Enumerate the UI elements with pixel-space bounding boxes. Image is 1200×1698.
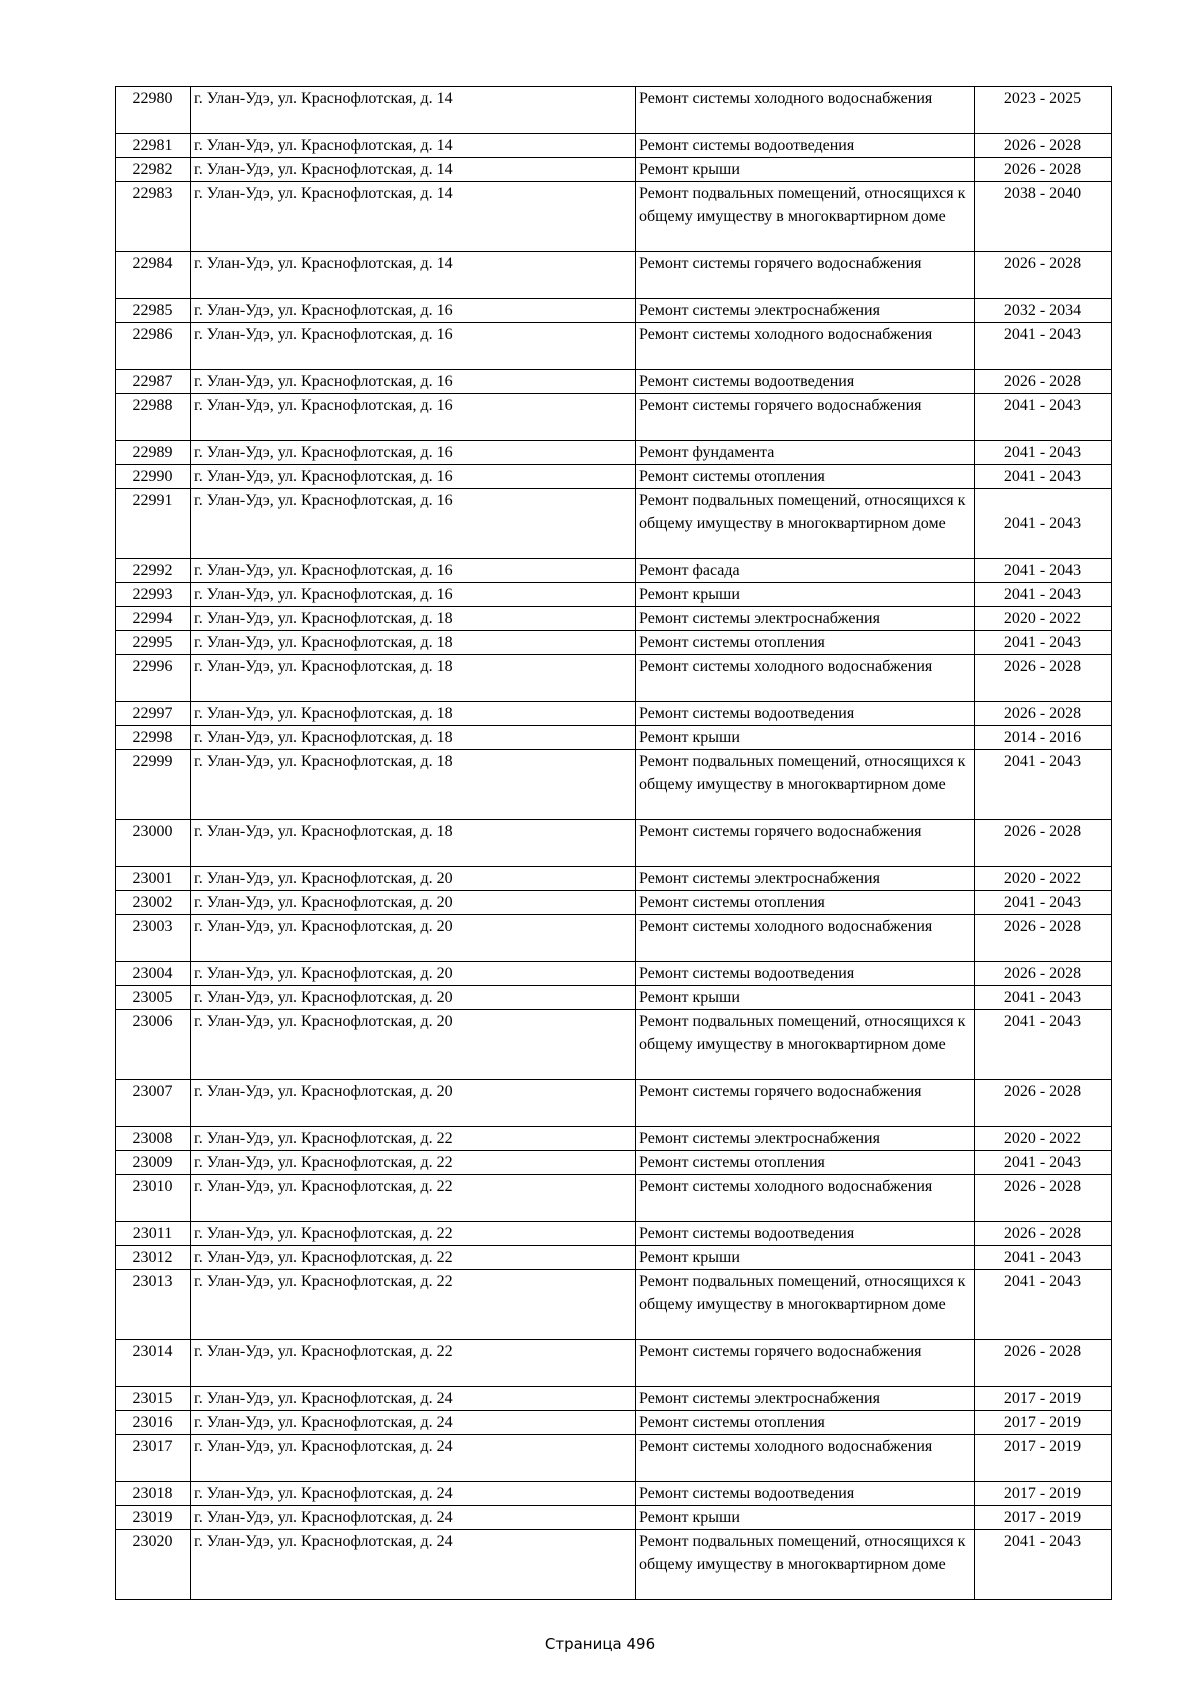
work-type-cell: Ремонт системы водоотведения bbox=[636, 1222, 975, 1246]
address-cell: г. Улан-Удэ, ул. Краснофлотская, д. 18 bbox=[191, 655, 636, 702]
table-row bbox=[116, 1175, 1112, 1222]
row-number-cell: 23009 bbox=[116, 1151, 191, 1175]
period-cell: 2026 - 2028 bbox=[975, 915, 1112, 962]
work-type-cell: Ремонт системы электроснабжения bbox=[636, 1127, 975, 1151]
period-cell: 2041 - 2043 bbox=[975, 631, 1112, 655]
row-number-cell: 22986 bbox=[116, 323, 191, 370]
address-cell: г. Улан-Удэ, ул. Краснофлотская, д. 18 bbox=[191, 702, 636, 726]
table-row bbox=[116, 323, 1112, 370]
row-number-cell: 22984 bbox=[116, 252, 191, 299]
address-cell: г. Улан-Удэ, ул. Краснофлотская, д. 18 bbox=[191, 820, 636, 867]
table-row bbox=[116, 867, 1112, 891]
table-row bbox=[116, 726, 1112, 750]
table-row bbox=[116, 1411, 1112, 1435]
table-row bbox=[116, 252, 1112, 299]
repair-schedule-table bbox=[115, 86, 1112, 1600]
table-row bbox=[116, 1010, 1112, 1080]
row-number-cell: 23000 bbox=[116, 820, 191, 867]
period-cell: 2026 - 2028 bbox=[975, 962, 1112, 986]
row-number-cell: 22996 bbox=[116, 655, 191, 702]
table-row bbox=[116, 820, 1112, 867]
table-row bbox=[116, 489, 1112, 559]
page-number: Страница 496 bbox=[544, 1635, 656, 1653]
table-row bbox=[116, 1340, 1112, 1387]
period-cell: 2020 - 2022 bbox=[975, 867, 1112, 891]
row-number-cell: 22997 bbox=[116, 702, 191, 726]
work-type-cell: Ремонт системы горячего водоснабжения bbox=[636, 394, 975, 441]
period-cell: 2041 - 2043 bbox=[975, 323, 1112, 370]
work-type-cell: Ремонт системы электроснабжения bbox=[636, 299, 975, 323]
period-cell: 2026 - 2028 bbox=[975, 158, 1112, 182]
period-cell: 2041 - 2043 bbox=[975, 465, 1112, 489]
period-cell: 2032 - 2034 bbox=[975, 299, 1112, 323]
address-cell: г. Улан-Удэ, ул. Краснофлотская, д. 24 bbox=[191, 1411, 636, 1435]
address-cell: г. Улан-Удэ, ул. Краснофлотская, д. 16 bbox=[191, 583, 636, 607]
address-cell: г. Улан-Удэ, ул. Краснофлотская, д. 20 bbox=[191, 891, 636, 915]
address-cell: г. Улан-Удэ, ул. Краснофлотская, д. 22 bbox=[191, 1127, 636, 1151]
table-row bbox=[116, 1530, 1112, 1600]
period-cell: 2041 - 2043 bbox=[975, 1010, 1112, 1080]
work-type-cell: Ремонт крыши bbox=[636, 986, 975, 1010]
row-number-cell: 23006 bbox=[116, 1010, 191, 1080]
row-number-cell: 23004 bbox=[116, 962, 191, 986]
period-cell: 2041 - 2043 bbox=[975, 750, 1112, 820]
work-type-cell: Ремонт системы электроснабжения bbox=[636, 1387, 975, 1411]
row-number-cell: 23002 bbox=[116, 891, 191, 915]
work-type-cell: Ремонт фасада bbox=[636, 559, 975, 583]
address-cell: г. Улан-Удэ, ул. Краснофлотская, д. 20 bbox=[191, 1080, 636, 1127]
work-type-cell: Ремонт системы холодного водоснабжения bbox=[636, 1435, 975, 1482]
address-cell: г. Улан-Удэ, ул. Краснофлотская, д. 18 bbox=[191, 750, 636, 820]
period-cell: 2026 - 2028 bbox=[975, 1222, 1112, 1246]
period-cell: 2026 - 2028 bbox=[975, 1080, 1112, 1127]
period-cell: 2041 - 2043 bbox=[975, 986, 1112, 1010]
row-number-cell: 23012 bbox=[116, 1246, 191, 1270]
table-row bbox=[116, 1482, 1112, 1506]
period-cell: 2026 - 2028 bbox=[975, 655, 1112, 702]
row-number-cell: 22995 bbox=[116, 631, 191, 655]
work-type-cell: Ремонт системы отопления bbox=[636, 1411, 975, 1435]
work-type-cell: Ремонт подвальных помещений, относящихся к общему имуществу в многоквартирном доме bbox=[636, 1270, 975, 1340]
row-number-cell: 23003 bbox=[116, 915, 191, 962]
address-cell: г. Улан-Удэ, ул. Краснофлотская, д. 24 bbox=[191, 1506, 636, 1530]
address-cell: г. Улан-Удэ, ул. Краснофлотская, д. 16 bbox=[191, 370, 636, 394]
work-type-cell: Ремонт системы отопления bbox=[636, 1151, 975, 1175]
table-row bbox=[116, 986, 1112, 1010]
row-number-cell: 22992 bbox=[116, 559, 191, 583]
table-row bbox=[116, 631, 1112, 655]
row-number-cell: 23014 bbox=[116, 1340, 191, 1387]
table-row bbox=[116, 655, 1112, 702]
period-cell: 2026 - 2028 bbox=[975, 134, 1112, 158]
address-cell: г. Улан-Удэ, ул. Краснофлотская, д. 24 bbox=[191, 1387, 636, 1411]
work-type-cell: Ремонт системы отопления bbox=[636, 891, 975, 915]
period-cell: 2026 - 2028 bbox=[975, 702, 1112, 726]
row-number-cell: 23017 bbox=[116, 1435, 191, 1482]
period-cell: 2026 - 2028 bbox=[975, 1175, 1112, 1222]
period-cell: 2026 - 2028 bbox=[975, 370, 1112, 394]
row-number-cell: 23008 bbox=[116, 1127, 191, 1151]
table-row bbox=[116, 394, 1112, 441]
work-type-cell: Ремонт системы холодного водоснабжения bbox=[636, 1175, 975, 1222]
address-cell: г. Улан-Удэ, ул. Краснофлотская, д. 20 bbox=[191, 986, 636, 1010]
work-type-cell: Ремонт системы электроснабжения bbox=[636, 607, 975, 631]
row-number-cell: 22993 bbox=[116, 583, 191, 607]
period-cell: 2041 - 2043 bbox=[975, 583, 1112, 607]
address-cell: г. Улан-Удэ, ул. Краснофлотская, д. 14 bbox=[191, 182, 636, 252]
work-type-cell: Ремонт системы водоотведения bbox=[636, 1482, 975, 1506]
period-cell: 2026 - 2028 bbox=[975, 252, 1112, 299]
row-number-cell: 22998 bbox=[116, 726, 191, 750]
table-row bbox=[116, 915, 1112, 962]
address-cell: г. Улан-Удэ, ул. Краснофлотская, д. 24 bbox=[191, 1530, 636, 1600]
period-cell: 2041 - 2043 bbox=[975, 559, 1112, 583]
address-cell: г. Улан-Удэ, ул. Краснофлотская, д. 14 bbox=[191, 134, 636, 158]
period-cell: 2038 - 2040 bbox=[975, 182, 1112, 252]
work-type-cell: Ремонт крыши bbox=[636, 1246, 975, 1270]
address-cell: г. Улан-Удэ, ул. Краснофлотская, д. 16 bbox=[191, 441, 636, 465]
address-cell: г. Улан-Удэ, ул. Краснофлотская, д. 18 bbox=[191, 726, 636, 750]
row-number-cell: 22991 bbox=[116, 489, 191, 559]
row-number-cell: 23005 bbox=[116, 986, 191, 1010]
work-type-cell: Ремонт системы горячего водоснабжения bbox=[636, 820, 975, 867]
period-cell: 2041 - 2043 bbox=[975, 891, 1112, 915]
row-number-cell: 23011 bbox=[116, 1222, 191, 1246]
period-cell: 2023 - 2025 bbox=[975, 87, 1112, 134]
table-row bbox=[116, 1080, 1112, 1127]
address-cell: г. Улан-Удэ, ул. Краснофлотская, д. 20 bbox=[191, 1010, 636, 1080]
period-cell: 2017 - 2019 bbox=[975, 1506, 1112, 1530]
period-cell: 2026 - 2028 bbox=[975, 820, 1112, 867]
period-cell: 2041 - 2043 bbox=[975, 489, 1112, 559]
address-cell: г. Улан-Удэ, ул. Краснофлотская, д. 16 bbox=[191, 489, 636, 559]
row-number-cell: 22987 bbox=[116, 370, 191, 394]
address-cell: г. Улан-Удэ, ул. Краснофлотская, д. 16 bbox=[191, 559, 636, 583]
table-row bbox=[116, 370, 1112, 394]
address-cell: г. Улан-Удэ, ул. Краснофлотская, д. 22 bbox=[191, 1246, 636, 1270]
work-type-cell: Ремонт системы горячего водоснабжения bbox=[636, 252, 975, 299]
period-cell: 2026 - 2028 bbox=[975, 1340, 1112, 1387]
table-row bbox=[116, 465, 1112, 489]
period-cell: 2041 - 2043 bbox=[975, 394, 1112, 441]
work-type-cell: Ремонт подвальных помещений, относящихся к общему имуществу в многоквартирном доме bbox=[636, 489, 975, 559]
table-row bbox=[116, 134, 1112, 158]
period-cell: 2041 - 2043 bbox=[975, 1151, 1112, 1175]
address-cell: г. Улан-Удэ, ул. Краснофлотская, д. 24 bbox=[191, 1435, 636, 1482]
table-row bbox=[116, 87, 1112, 134]
work-type-cell: Ремонт системы отопления bbox=[636, 465, 975, 489]
row-number-cell: 23001 bbox=[116, 867, 191, 891]
address-cell: г. Улан-Удэ, ул. Краснофлотская, д. 22 bbox=[191, 1151, 636, 1175]
address-cell: г. Улан-Удэ, ул. Краснофлотская, д. 16 bbox=[191, 465, 636, 489]
address-cell: г. Улан-Удэ, ул. Краснофлотская, д. 24 bbox=[191, 1482, 636, 1506]
row-number-cell: 22981 bbox=[116, 134, 191, 158]
work-type-cell: Ремонт системы холодного водоснабжения bbox=[636, 87, 975, 134]
work-type-cell: Ремонт крыши bbox=[636, 158, 975, 182]
table-row bbox=[116, 441, 1112, 465]
work-type-cell: Ремонт подвальных помещений, относящихся к общему имуществу в многоквартирном доме bbox=[636, 1010, 975, 1080]
row-number-cell: 23016 bbox=[116, 1411, 191, 1435]
table-row bbox=[116, 607, 1112, 631]
work-type-cell: Ремонт подвальных помещений, относящихся к общему имуществу в многоквартирном доме bbox=[636, 750, 975, 820]
table-row bbox=[116, 182, 1112, 252]
address-cell: г. Улан-Удэ, ул. Краснофлотская, д. 16 bbox=[191, 299, 636, 323]
row-number-cell: 22999 bbox=[116, 750, 191, 820]
work-type-cell: Ремонт системы горячего водоснабжения bbox=[636, 1340, 975, 1387]
work-type-cell: Ремонт системы водоотведения bbox=[636, 962, 975, 986]
table-row bbox=[116, 1127, 1112, 1151]
table-row bbox=[116, 299, 1112, 323]
table-row bbox=[116, 962, 1112, 986]
work-type-cell: Ремонт системы водоотведения bbox=[636, 370, 975, 394]
period-cell: 2017 - 2019 bbox=[975, 1435, 1112, 1482]
table-row bbox=[116, 750, 1112, 820]
row-number-cell: 23010 bbox=[116, 1175, 191, 1222]
period-cell: 2041 - 2043 bbox=[975, 441, 1112, 465]
table-row bbox=[116, 1270, 1112, 1340]
table-row bbox=[116, 1151, 1112, 1175]
table-row bbox=[116, 891, 1112, 915]
table-row bbox=[116, 1246, 1112, 1270]
row-number-cell: 23015 bbox=[116, 1387, 191, 1411]
address-cell: г. Улан-Удэ, ул. Краснофлотская, д. 20 bbox=[191, 915, 636, 962]
work-type-cell: Ремонт крыши bbox=[636, 726, 975, 750]
row-number-cell: 22980 bbox=[116, 87, 191, 134]
work-type-cell: Ремонт крыши bbox=[636, 1506, 975, 1530]
address-cell: г. Улан-Удэ, ул. Краснофлотская, д. 14 bbox=[191, 252, 636, 299]
row-number-cell: 23019 bbox=[116, 1506, 191, 1530]
address-cell: г. Улан-Удэ, ул. Краснофлотская, д. 22 bbox=[191, 1175, 636, 1222]
row-number-cell: 22989 bbox=[116, 441, 191, 465]
row-number-cell: 22985 bbox=[116, 299, 191, 323]
row-number-cell: 22983 bbox=[116, 182, 191, 252]
table-body bbox=[116, 87, 1112, 1600]
period-cell: 2041 - 2043 bbox=[975, 1270, 1112, 1340]
row-number-cell: 22990 bbox=[116, 465, 191, 489]
address-cell: г. Улан-Удэ, ул. Краснофлотская, д. 22 bbox=[191, 1270, 636, 1340]
address-cell: г. Улан-Удэ, ул. Краснофлотская, д. 16 bbox=[191, 394, 636, 441]
address-cell: г. Улан-Удэ, ул. Краснофлотская, д. 16 bbox=[191, 323, 636, 370]
work-type-cell: Ремонт системы горячего водоснабжения bbox=[636, 1080, 975, 1127]
row-number-cell: 22988 bbox=[116, 394, 191, 441]
period-cell: 2017 - 2019 bbox=[975, 1387, 1112, 1411]
table-row bbox=[116, 158, 1112, 182]
row-number-cell: 23013 bbox=[116, 1270, 191, 1340]
table-row bbox=[116, 559, 1112, 583]
row-number-cell: 22994 bbox=[116, 607, 191, 631]
period-cell: 2020 - 2022 bbox=[975, 1127, 1112, 1151]
work-type-cell: Ремонт крыши bbox=[636, 583, 975, 607]
work-type-cell: Ремонт подвальных помещений, относящихся к общему имуществу в многоквартирном доме bbox=[636, 182, 975, 252]
period-cell: 2020 - 2022 bbox=[975, 607, 1112, 631]
table-row bbox=[116, 1222, 1112, 1246]
table-row bbox=[116, 1387, 1112, 1411]
address-cell: г. Улан-Удэ, ул. Краснофлотская, д. 14 bbox=[191, 87, 636, 134]
address-cell: г. Улан-Удэ, ул. Краснофлотская, д. 20 bbox=[191, 962, 636, 986]
period-cell: 2041 - 2043 bbox=[975, 1246, 1112, 1270]
address-cell: г. Улан-Удэ, ул. Краснофлотская, д. 22 bbox=[191, 1222, 636, 1246]
table-row bbox=[116, 583, 1112, 607]
work-type-cell: Ремонт фундамента bbox=[636, 441, 975, 465]
work-type-cell: Ремонт системы водоотведения bbox=[636, 702, 975, 726]
period-cell: 2014 - 2016 bbox=[975, 726, 1112, 750]
row-number-cell: 23018 bbox=[116, 1482, 191, 1506]
work-type-cell: Ремонт системы холодного водоснабжения bbox=[636, 915, 975, 962]
work-type-cell: Ремонт системы холодного водоснабжения bbox=[636, 323, 975, 370]
table-row bbox=[116, 1506, 1112, 1530]
address-cell: г. Улан-Удэ, ул. Краснофлотская, д. 22 bbox=[191, 1340, 636, 1387]
table-row bbox=[116, 702, 1112, 726]
address-cell: г. Улан-Удэ, ул. Краснофлотская, д. 18 bbox=[191, 631, 636, 655]
table-row bbox=[116, 1435, 1112, 1482]
work-type-cell: Ремонт системы электроснабжения bbox=[636, 867, 975, 891]
period-cell: 2017 - 2019 bbox=[975, 1482, 1112, 1506]
work-type-cell: Ремонт системы холодного водоснабжения bbox=[636, 655, 975, 702]
address-cell: г. Улан-Удэ, ул. Краснофлотская, д. 18 bbox=[191, 607, 636, 631]
work-type-cell: Ремонт системы отопления bbox=[636, 631, 975, 655]
work-type-cell: Ремонт подвальных помещений, относящихся к общему имуществу в многоквартирном доме bbox=[636, 1530, 975, 1600]
address-cell: г. Улан-Удэ, ул. Краснофлотская, д. 14 bbox=[191, 158, 636, 182]
work-type-cell: Ремонт системы водоотведения bbox=[636, 134, 975, 158]
period-cell: 2017 - 2019 bbox=[975, 1411, 1112, 1435]
period-cell: 2041 - 2043 bbox=[975, 1530, 1112, 1600]
row-number-cell: 23020 bbox=[116, 1530, 191, 1600]
row-number-cell: 22982 bbox=[116, 158, 191, 182]
address-cell: г. Улан-Удэ, ул. Краснофлотская, д. 20 bbox=[191, 867, 636, 891]
row-number-cell: 23007 bbox=[116, 1080, 191, 1127]
